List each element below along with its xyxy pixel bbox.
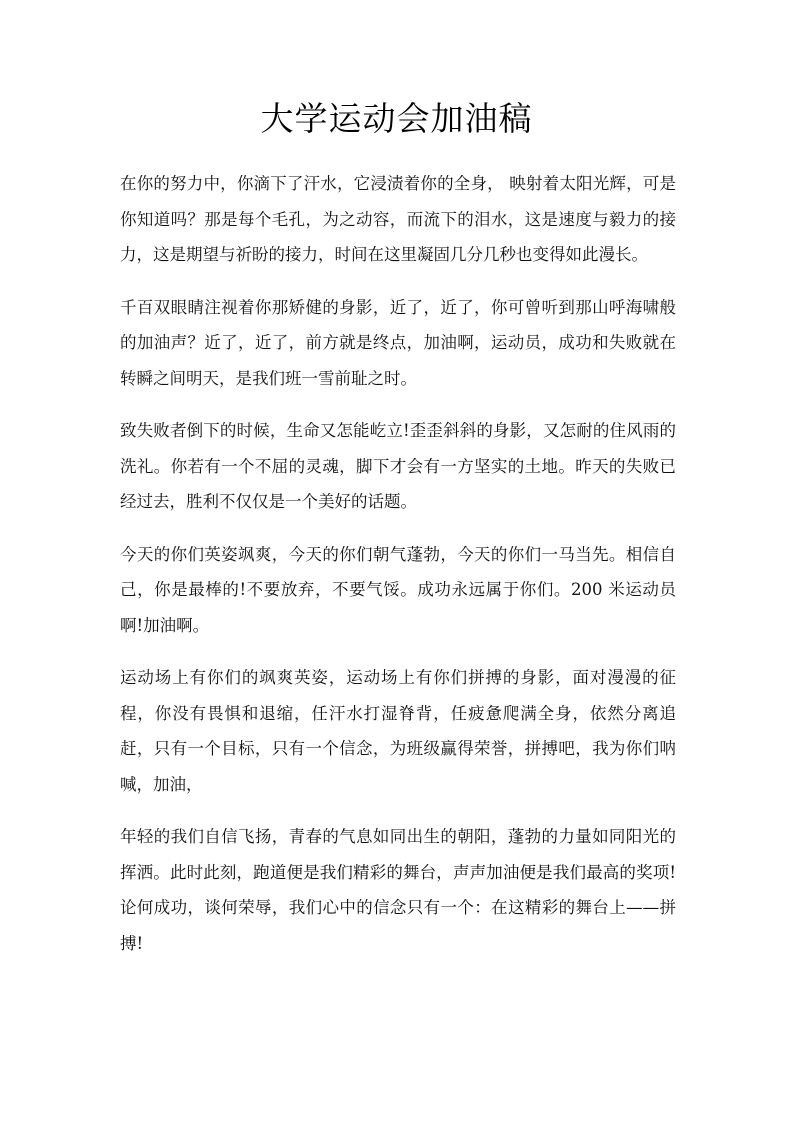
page-title: 大学运动会加油稿 [260, 99, 533, 138]
paragraph-3: 致失败者倒下的时候，生命又怎能屹立!歪歪斜斜的身影，又怎耐的住风雨的洗礼。你若有一个不屈的灵魂，脚下才会有一方坚实的土地。昨天的失败已经过去，胜利不仅仅是一个美好的话题。 [120, 421, 676, 511]
paragraph-1: 在你的努力中，你滴下了汗水，它浸渍着你的全身， 映射着太阳光辉，可是你知道吗？那是每个毛孔，为之动容，而流下的泪水，这是速度与毅力的接力，这是期望与祈盼的接力，时间在这里凝固几分几秒也变得如此漫长。 [120, 174, 676, 264]
paragraph-5: 运动场上有你们的飒爽英姿，运动场上有你们拼搏的身影，面对漫漫的征程，你没有畏惧和退缩，任汗水打湿脊背，任疲惫爬满全身，依然分离追赶，只有一个目标，只有一个信念，为班级赢得荣誉，拼搏吧，我为你们呐喊，加油， [120, 668, 676, 794]
paragraph-2: 千百双眼睛注视着你那矫健的身影，近了，近了，你可曾听到那山呼海啸般的加油声？近了，近了，前方就是终点，加油啊，运动员，成功和失败就在转瞬之间明天，是我们班一雪前耻之时。 [120, 297, 676, 388]
paragraph-6: 年轻的我们自信飞扬，青春的气息如同出生的朝阳，蓬勃的力量如同阳光的挥洒。此时此刻，跑道便是我们精彩的舞台，声声加油便是我们最高的奖项!论何成功，谈何荣辱，我们心中的信念只有一个：在这精彩的舞台上——拼搏! [120, 827, 676, 953]
document-body [120, 166, 676, 978]
paragraph-4: 今天的你们英姿飒爽，今天的你们朝气蓬勃，今天的你们一马当先。相信自己，你是最棒的!不要放弃，不要气馁。成功永远属于你们。200 米运动员啊!加油啊。 [120, 544, 676, 635]
